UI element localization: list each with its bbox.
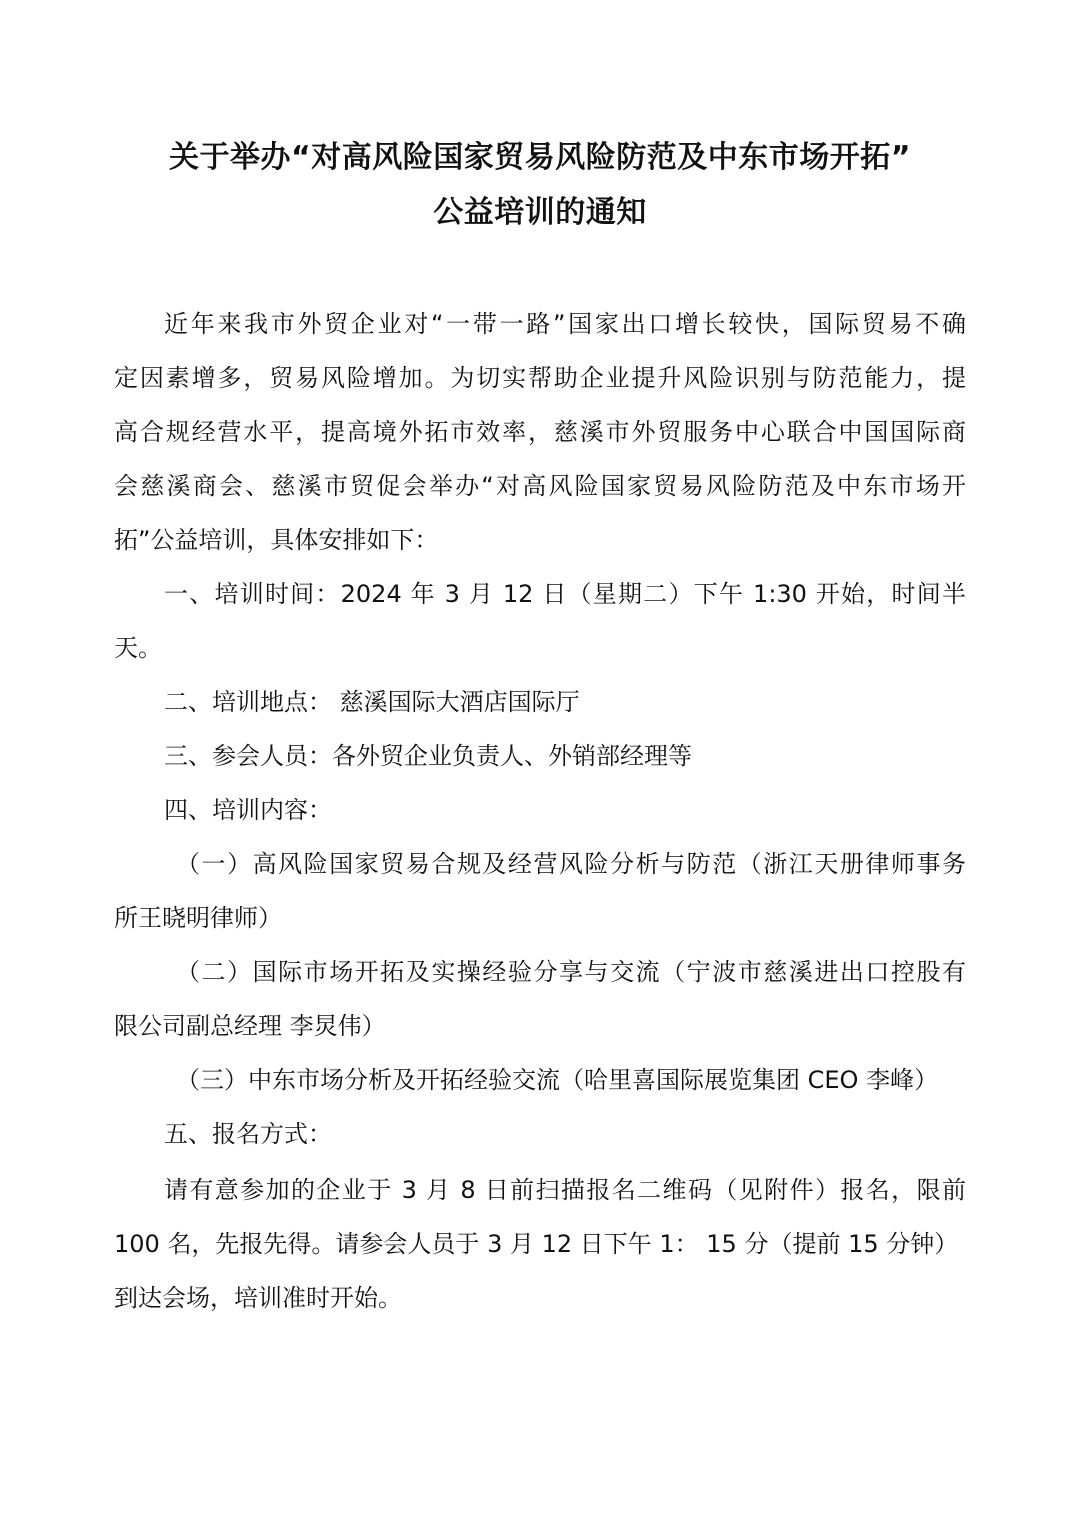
content-item-1-line-1: （一）高风险国家贸易合规及经营风险分析与防范（浙江天册律师事务 [176,850,966,878]
registration-line-1: 请有意参加的企业于 3 月 8 日前扫描报名二维码（见附件）报名，限前 [164,1176,966,1204]
registration-line-2: 100 名，先报先得。请参会人员于 3 月 12 日下午 1： 15 分（提前 15 分钟） [114,1230,959,1258]
title-line-1: 关于举办“对高风险国家贸易风险防范及中东市场开拓” [169,140,911,175]
content-item-2-line-1: （二）国际市场开拓及实操经验分享与交流（宁波市慈溪进出口控股有 [176,958,966,986]
content-item-3: （三）中东市场分析及开拓经验交流（哈里喜国际展览集团 CEO 李峰） [176,1066,939,1094]
intro-line-5: 拓”公益培训，具体安排如下： [114,526,439,554]
title-line-2: 公益培训的通知 [433,195,647,230]
content-item-2-line-2: 限公司副总经理 李炅伟） [114,1012,386,1040]
section-content-heading: 四、培训内容： [164,796,332,824]
intro-line-3: 高合规经营水平，提高境外拓市效率，慈溪市外贸服务中心联合中国国际商 [114,418,966,446]
section-registration-heading: 五、报名方式： [164,1120,332,1148]
section-attendees: 三、参会人员：各外贸企业负责人、外销部经理等 [164,742,692,770]
section-location: 二、培训地点： 慈溪国际大酒店国际厅 [164,688,580,716]
intro-line-1: 近年来我市外贸企业对“一带一路”国家出口增长较快，国际贸易不确 [164,310,966,338]
intro-line-2: 定因素增多，贸易风险增加。为切实帮助企业提升风险识别与防范能力，提 [114,364,966,392]
content-item-1-line-2: 所王晓明律师） [114,904,282,932]
intro-line-4: 会慈溪商会、慈溪市贸促会举办“对高风险国家贸易风险防范及中东市场开 [114,472,966,500]
section-time-line-2: 天。 [114,634,162,662]
section-time-line-1: 一、培训时间：2024 年 3 月 12 日（星期二）下午 1:30 开始，时间半 [164,580,966,608]
registration-line-3: 到达会场，培训准时开始。 [114,1284,402,1312]
